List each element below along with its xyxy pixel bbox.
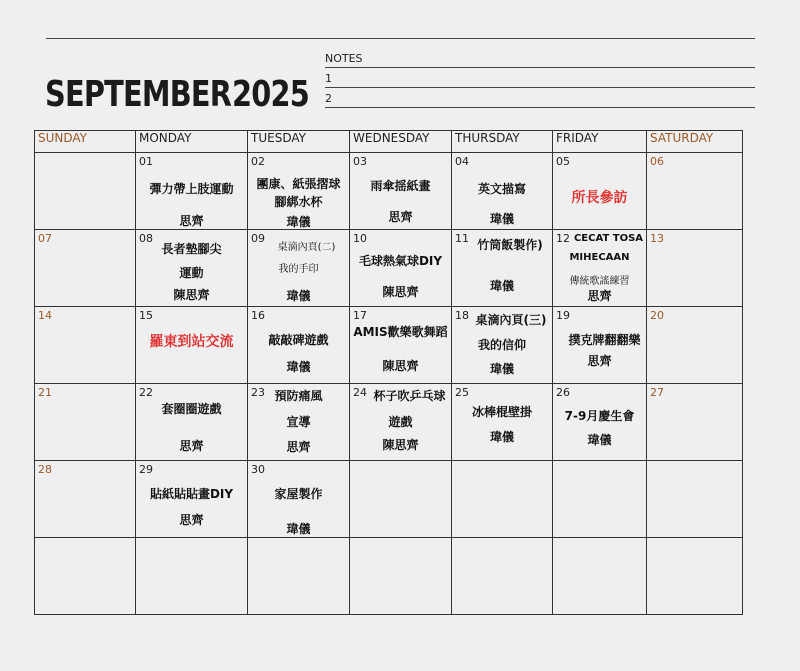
day-cell-19[interactable] <box>553 307 647 384</box>
activity-title: 團康、紙張摺球 <box>256 177 341 191</box>
activity-title: 毛球熱氣球DIY <box>358 254 443 268</box>
day-cell-30[interactable] <box>248 461 350 538</box>
day-cell-27[interactable] <box>647 384 743 461</box>
special-event: 所長參訪 <box>571 190 628 206</box>
notes-line-1-number: 1 <box>325 72 332 85</box>
day-cell-28[interactable] <box>35 461 136 538</box>
activity-staff: 瑋儀 <box>587 433 612 447</box>
activity-title: 腳綁水杯 <box>274 195 323 209</box>
day-number: 05 <box>556 155 570 168</box>
day-number: 27 <box>650 386 664 399</box>
month-title: SEPTEMBER <box>45 74 232 115</box>
day-number: 18 <box>455 309 469 322</box>
activity-title: MIHECAAN <box>569 252 630 263</box>
day-number: 28 <box>38 463 52 476</box>
activity-staff: 瑋儀 <box>286 215 311 229</box>
activity-title: 冰棒棍壁掛 <box>471 405 532 419</box>
day-number: 14 <box>38 309 52 322</box>
day-number: 12 <box>556 232 570 245</box>
activity-title: 雨傘揺紙畫 <box>370 179 431 193</box>
day-cell-empty <box>452 538 553 615</box>
day-number: 21 <box>38 386 52 399</box>
day-cell-02[interactable] <box>248 153 350 230</box>
day-cell-29[interactable] <box>136 461 248 538</box>
day-cell-18[interactable] <box>452 307 553 384</box>
weekday-wednesday: WEDNESDAY <box>350 131 452 153</box>
activity-title: 桌滴內頁(二) <box>277 242 336 253</box>
activity-title: CECAT TOSA <box>573 233 644 244</box>
notes-label: NOTES <box>325 52 363 65</box>
activity-staff: 瑋儀 <box>489 430 514 444</box>
day-cell-24[interactable] <box>350 384 452 461</box>
activity-staff: 瑋儀 <box>489 362 514 376</box>
day-cell-empty <box>136 538 248 615</box>
day-cell-empty <box>553 461 647 538</box>
activity-staff: 瑋儀 <box>489 212 514 226</box>
activity-title: 撲克牌翻翻樂 <box>568 333 641 347</box>
week-row <box>35 538 743 615</box>
day-cell-23[interactable] <box>248 384 350 461</box>
activity-title: 英文描寫 <box>477 182 526 196</box>
activity-staff: 思齊 <box>286 440 311 454</box>
day-cell-13[interactable] <box>647 230 743 307</box>
year-title: 2025 <box>232 74 309 115</box>
day-cell-17[interactable] <box>350 307 452 384</box>
day-number: 11 <box>455 232 469 245</box>
week-row <box>35 307 743 384</box>
day-cell-07[interactable] <box>35 230 136 307</box>
weekday-friday: FRIDAY <box>553 131 647 153</box>
day-number: 24 <box>353 386 367 399</box>
day-number: 09 <box>251 232 265 245</box>
top-rule <box>46 38 755 39</box>
activity-staff: 瑋儀 <box>286 289 311 303</box>
day-number: 13 <box>650 232 664 245</box>
day-number: 30 <box>251 463 265 476</box>
activity-title: 傳統歌謠練習 <box>569 276 630 287</box>
day-cell-empty <box>35 538 136 615</box>
day-cell-25[interactable] <box>452 384 553 461</box>
day-cell-empty <box>647 538 743 615</box>
day-cell-03[interactable] <box>350 153 452 230</box>
day-cell-empty <box>248 538 350 615</box>
activity-title: 長者墊腳尖 <box>161 242 222 256</box>
day-cell-09[interactable] <box>248 230 350 307</box>
weekday-monday: MONDAY <box>136 131 248 153</box>
activity-staff: 思齊 <box>179 439 204 453</box>
week-row <box>35 461 743 538</box>
day-number: 20 <box>650 309 664 322</box>
day-cell-21[interactable] <box>35 384 136 461</box>
activity-title: 我的手印 <box>278 264 319 275</box>
calendar-grid <box>34 130 743 615</box>
activity-title: 彈力帶上肢運動 <box>149 182 234 196</box>
activity-staff: 思齊 <box>179 513 204 527</box>
day-number: 25 <box>455 386 469 399</box>
notes-line <box>325 87 755 88</box>
day-cell-05[interactable] <box>553 153 647 230</box>
activity-title: 家屋製作 <box>274 487 323 501</box>
day-number: 06 <box>650 155 664 168</box>
weekday-tuesday: TUESDAY <box>248 131 350 153</box>
activity-title: 桌滴內頁(三) <box>475 313 547 327</box>
activity-title: 我的信仰 <box>477 338 526 352</box>
special-event: 羅東到站交流 <box>149 334 234 350</box>
day-number: 08 <box>139 232 153 245</box>
day-cell-20[interactable] <box>647 307 743 384</box>
activity-staff: 思齊 <box>587 354 612 368</box>
activity-staff: 思齊 <box>388 210 413 224</box>
weekday-thursday: THURSDAY <box>452 131 553 153</box>
activity-staff: 瑋儀 <box>286 360 311 374</box>
day-cell-empty <box>647 461 743 538</box>
day-cell-10[interactable] <box>350 230 452 307</box>
day-cell-15[interactable] <box>136 307 248 384</box>
day-cell-empty <box>553 538 647 615</box>
activity-title: 預防痛風 <box>274 389 323 403</box>
day-cell-16[interactable] <box>248 307 350 384</box>
weekday-saturday: SATURDAY <box>647 131 743 153</box>
day-cell-08[interactable] <box>136 230 248 307</box>
activity-title: 杯子吹乒乓球 <box>373 389 446 403</box>
day-cell-26[interactable] <box>553 384 647 461</box>
week-row <box>35 384 743 461</box>
weekday-header-row <box>35 131 743 153</box>
activity-staff: 陳思齊 <box>382 438 419 452</box>
day-number: 19 <box>556 309 570 322</box>
day-cell-12[interactable] <box>553 230 647 307</box>
day-number: 17 <box>353 309 367 322</box>
notes-line-2-number: 2 <box>325 92 332 105</box>
weekday-sunday: SUNDAY <box>35 131 136 153</box>
activity-title: 遊戲 <box>388 415 413 429</box>
day-number: 04 <box>455 155 469 168</box>
activity-staff: 陳思齊 <box>382 285 419 299</box>
activity-title: 竹筒飯製作) <box>477 238 543 252</box>
week-row <box>35 153 743 230</box>
day-cell-empty <box>452 461 553 538</box>
activity-staff: 陳思齊 <box>382 359 419 373</box>
day-number: 29 <box>139 463 153 476</box>
day-number: 15 <box>139 309 153 322</box>
day-number: 10 <box>353 232 367 245</box>
day-cell-22[interactable] <box>136 384 248 461</box>
activity-staff: 瑋儀 <box>489 279 514 293</box>
activity-title: 貼紙貼貼畫DIY <box>149 487 234 501</box>
activity-title: 宣導 <box>286 415 311 429</box>
day-number: 07 <box>38 232 52 245</box>
day-number: 03 <box>353 155 367 168</box>
day-number: 23 <box>251 386 265 399</box>
activity-staff: 陳思齊 <box>173 288 210 302</box>
day-number: 22 <box>139 386 153 399</box>
activity-staff: 思齊 <box>587 289 612 303</box>
day-cell-empty <box>350 538 452 615</box>
day-cell-empty <box>35 153 136 230</box>
day-cell-11[interactable] <box>452 230 553 307</box>
day-cell-empty <box>350 461 452 538</box>
activity-staff: 思齊 <box>179 214 204 228</box>
day-number: 01 <box>139 155 153 168</box>
week-row <box>35 230 743 307</box>
day-number: 16 <box>251 309 265 322</box>
day-cell-06[interactable] <box>647 153 743 230</box>
notes-line <box>325 107 755 108</box>
day-cell-04[interactable] <box>452 153 553 230</box>
day-number: 02 <box>251 155 265 168</box>
day-cell-14[interactable] <box>35 307 136 384</box>
activity-title: 敲敲碑遊戲 <box>268 333 329 347</box>
activity-staff: 瑋儀 <box>286 522 311 536</box>
activity-title: 7-9月慶生會 <box>564 409 635 423</box>
activity-title: AMIS歡樂歌舞蹈 <box>353 325 448 339</box>
activity-title: 運動 <box>179 266 204 280</box>
day-cell-01[interactable] <box>136 153 248 230</box>
activity-title: 套圈圈遊戲 <box>161 402 222 416</box>
notes-line <box>325 67 755 68</box>
day-number: 26 <box>556 386 570 399</box>
